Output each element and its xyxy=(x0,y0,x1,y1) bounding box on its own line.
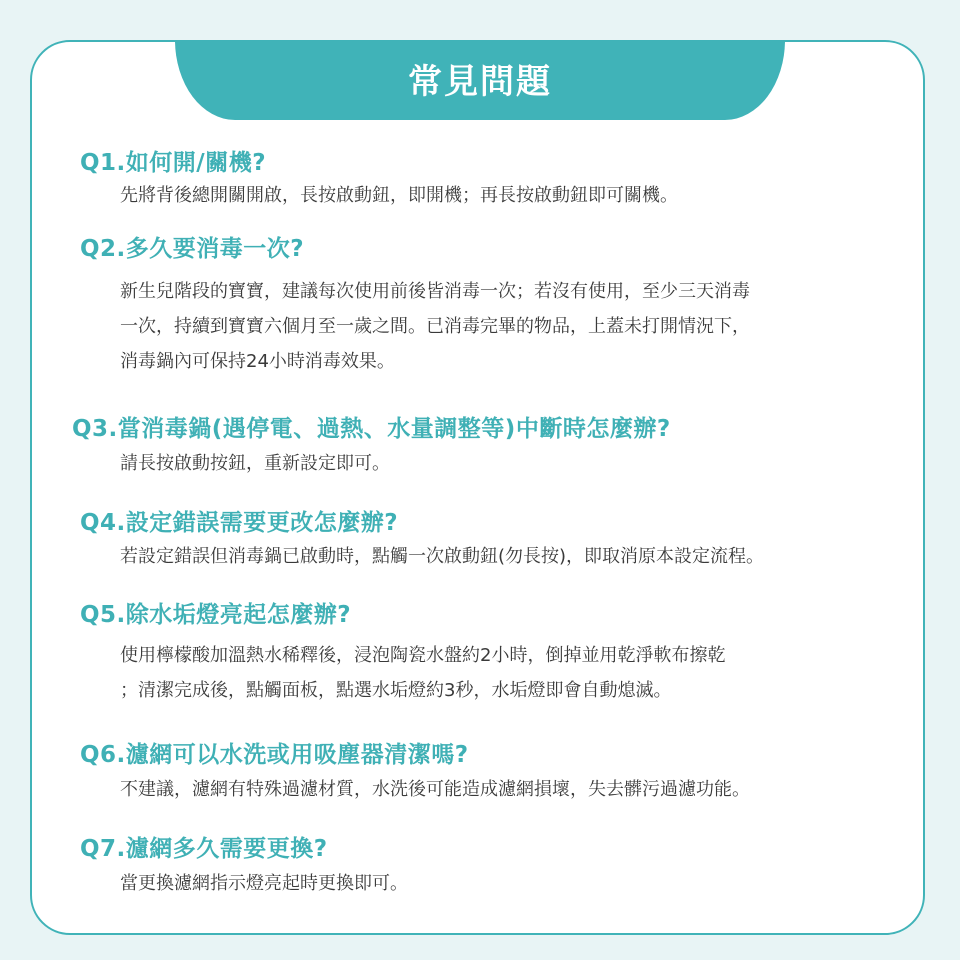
faq-answer-2-line-3: 消毒鍋內可保持24小時消毒效果。 xyxy=(120,351,395,372)
faq-answer-6-line-1: 不建議，濾網有特殊過濾材質，水洗後可能造成濾網損壞，失去髒污過濾功能。 xyxy=(120,779,750,800)
faq-answer-3-line-1: 請長按啟動按鈕，重新設定即可。 xyxy=(120,453,390,474)
faq-answer-1-line-1: 先將背後總開關開啟，長按啟動鈕，即開機；再長按啟動鈕即可關機。 xyxy=(120,185,678,206)
faq-answer-2-line-2: 一次，持續到寶寶六個月至一歲之間。已消毒完畢的物品，上蓋未打開情況下， xyxy=(120,316,750,337)
faq-answer-6 xyxy=(120,772,910,807)
faq-answer-5-line-2: ；清潔完成後，點觸面板，點選水垢燈約3秒，水垢燈即會自動熄滅。 xyxy=(120,680,672,701)
faq-answer-3 xyxy=(120,446,910,481)
faq-question-6: Q6.濾網可以水洗或用吸塵器清潔嗎? xyxy=(80,742,469,768)
faq-question-5: Q5.除水垢燈亮起怎麼辦? xyxy=(80,602,352,628)
faq-answer-7 xyxy=(120,866,910,901)
faq-question-1: Q1.如何開/關機? xyxy=(80,150,267,176)
faq-answer-5-line-1: 使用檸檬酸加溫熱水稀釋後，浸泡陶瓷水盤約2小時，倒掉並用乾淨軟布擦乾 xyxy=(120,645,726,666)
faq-answer-1 xyxy=(120,178,910,213)
page-title: 常見問題 xyxy=(408,62,552,102)
faq-question-3: Q3.當消毒鍋(遇停電、過熱、水量調整等)中斷時怎麼辦? xyxy=(72,416,671,442)
faq-answer-4-line-1: 若設定錯誤但消毒鍋已啟動時，點觸一次啟動鈕(勿長按)，即取消原本設定流程。 xyxy=(120,546,765,567)
faq-answer-5 xyxy=(120,638,910,708)
faq-answer-2-line-1: 新生兒階段的寶寶，建議每次使用前後皆消毒一次；若沒有使用，至少三天消毒 xyxy=(120,281,750,302)
faq-question-2: Q2.多久要消毒一次? xyxy=(80,236,305,262)
faq-answer-2 xyxy=(120,274,910,379)
faq-answer-4 xyxy=(120,539,910,574)
faq-card xyxy=(30,40,925,935)
faq-answer-7-line-1: 當更換濾網指示燈亮起時更換即可。 xyxy=(120,873,408,894)
faq-question-7: Q7.濾網多久需要更換? xyxy=(80,836,328,862)
faq-question-4: Q4.設定錯誤需要更改怎麼辦? xyxy=(80,510,399,536)
header-tab xyxy=(175,40,785,120)
